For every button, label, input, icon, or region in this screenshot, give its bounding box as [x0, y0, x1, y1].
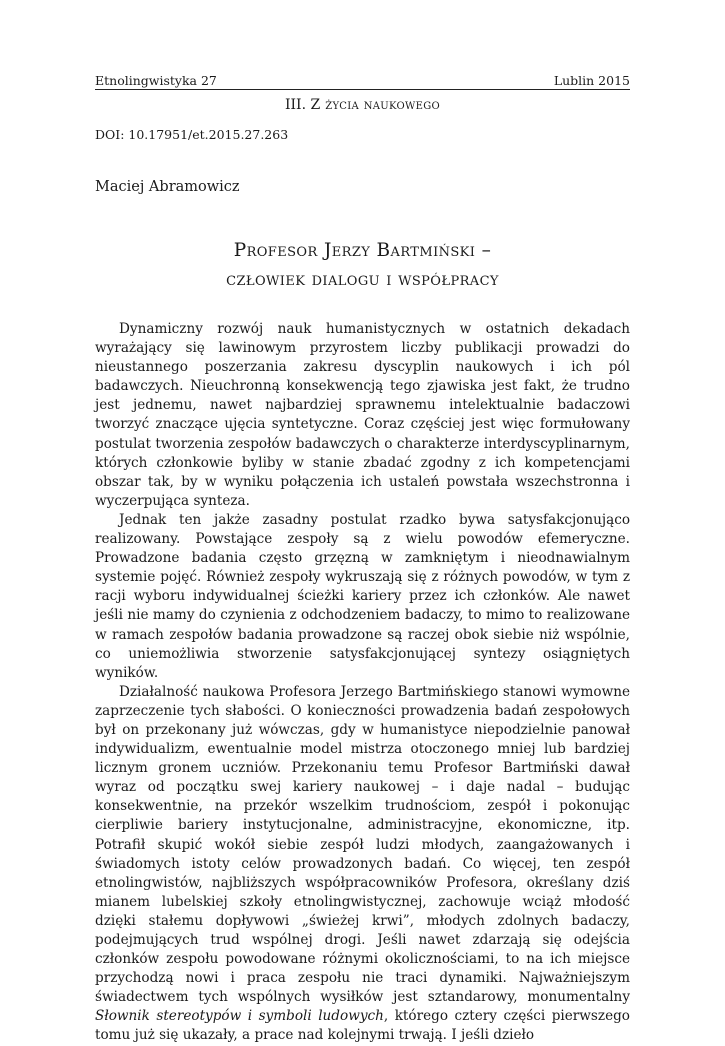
journal-name: Etnolingwistyka 27 [95, 73, 217, 88]
article-title-line-2: człowiek dialogu i współpracy [226, 269, 499, 290]
article-title-line-1: Profesor Jerzy Bartmiński – [233, 240, 492, 261]
article-body [95, 320, 630, 1046]
section-title [95, 96, 630, 114]
article-title [95, 236, 630, 294]
place-year: Lublin 2015 [553, 73, 630, 88]
paragraph-1: Dynamiczny rozwój nauk humanistycznych w ostatnich dekadach wyrażający się lawinowym przyrostem liczby publikacji prowadzi do nieustannego poszerzania zakresu dyscyplin naukowych i ich pól badawczych. Nieuchronną konsekwencją tego zjawiska jest fakt, że trudno jest jednemu, nawet najbardziej sprawnemu intelektualnie badaczowi tworzyć znaczące ujęcia syntetyczne. Coraz częściej jest więc formułowany postulat tworzenia zespołów badawczych o charakterze interdyscyplinarnym, których członkowie byliby w stanie zbadać zgodny z ich kompetencjami obszar tak, by w wyniku połączenia ich ustaleń powstała wszechstronna i wyczerpująca synteza. [95, 321, 630, 509]
doi: DOI: 10.17951/et.2015.27.263 [95, 127, 289, 142]
paragraph-3 [95, 683, 630, 1046]
paragraph-3-text-after: , którego cztery części pierwszego tomu już się ukazały, a prace nad kolejnymi trwają. I jeśli dzieło [95, 1008, 630, 1044]
section-number: III. [285, 97, 307, 113]
author-name: Maciej Abramowicz [95, 179, 240, 195]
section-name: Z życia naukowego [310, 97, 440, 113]
header-rule [95, 89, 630, 90]
paragraph-3-text-before: Działalność naukowa Profesora Jerzego Bartmińskiego stanowi wymowne zaprzeczenie tych słabości. O konieczności prowadzenia badań zespołowych był on przekonany już wówczas, gdy w humanistyce niepodzielnie panował indywidualizm, ewentualnie model mistrza otoczonego mniej lub bardziej licznym gronem uczniów. Przekonaniu temu Profesor Bartmiński dawał wyraz od początku swej kariery naukowej – i daje nadal – budując konsekwentnie, na przekór wszelkim trudnościom, zespół i pokonując cierpliwie bariery instytucjonalne, administracyjne, ekonomiczne, itp. Potrafił skupić wokół siebie zespół ludzi młodych, zaangażowanych i świadomych istoty celów prowadzonych badań. Co więcej, ten zespół etnolingwistów, najbliższych współpracowników Profesora, określany dziś mianem lubelskiej szkoły etnolingwistycznej, zachowuje wciąż młodość dzięki stałemu dopływowi „świeżej krwi”, młodych zdolnych badaczy, podejmujących trud wspólnej drogi. Jeśli nawet zdarzają się odejścia członków zespołu powodowane różnymi okolicznościami, to na ich miejsce przychodzą nowi i praca zespołu nie traci dynamiki. Najważniejszym świadectwem tych wspólnych wysiłków jest sztandarowy, monumentalny [95, 683, 630, 1006]
dictionary-title-italic: Słownik stereotypów i symboli ludowych [95, 1008, 384, 1025]
paragraph-2: Jednak ten jakże zasadny postulat rzadko bywa satysfakcjonująco realizowany. Powstające zespoły są z wielu powodów efemeryczne. Prowadzone badania często grzęzną w zamkniętym i nieodnawialnym systemie pojęć. Również zespoły wykruszają się z różnych powodów, w tym z racji wyboru indywidualnej ścieżki kariery przez ich członków. Ale nawet jeśli nie mamy do czynienia z odchodzeniem badaczy, to mimo to realizowane w ramach zespołów badania prowadzone są raczej obok siebie niż wspólnie, co uniemożliwia stworzenie satysfakcjonującej syntezy osiągniętych wyników. [95, 511, 630, 681]
